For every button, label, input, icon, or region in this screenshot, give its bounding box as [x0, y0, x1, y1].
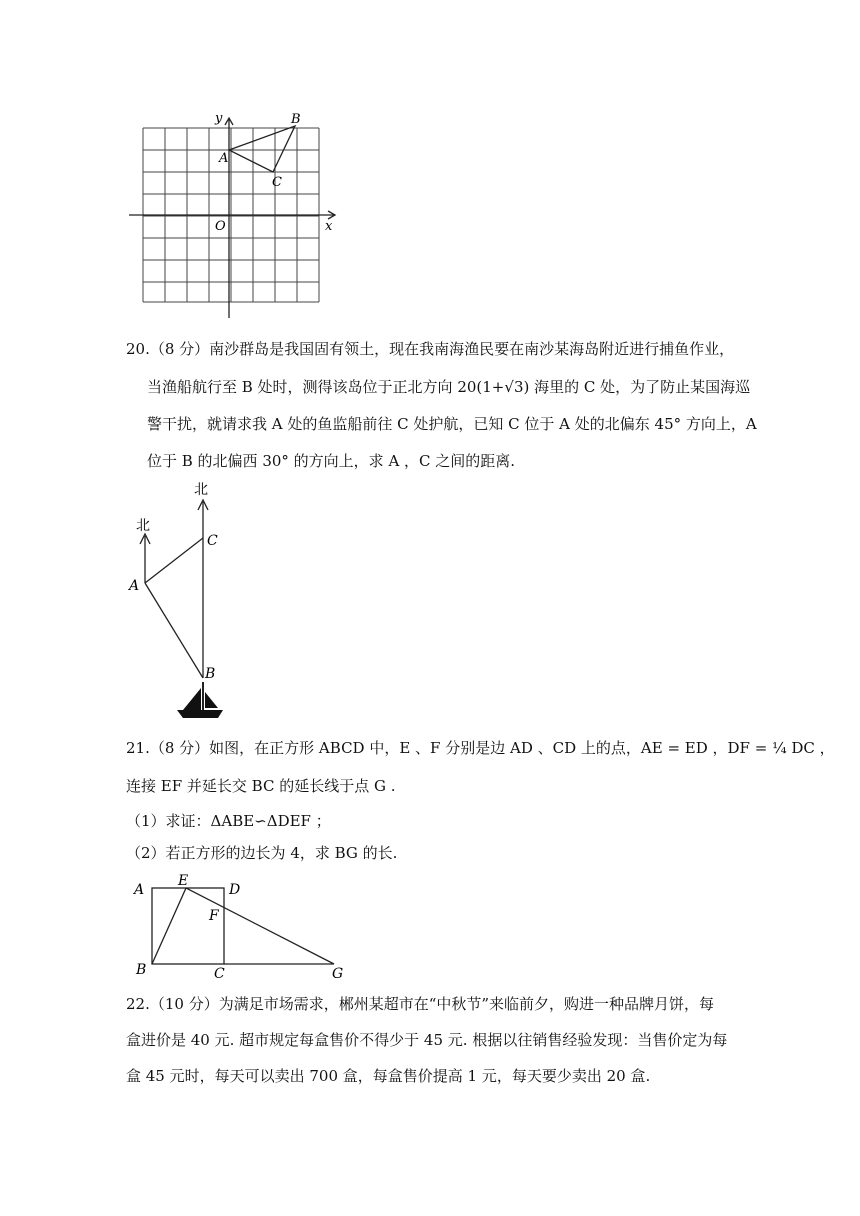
label-x: x — [325, 219, 333, 234]
point-a-label: A — [129, 578, 140, 594]
label-y: y — [215, 111, 223, 126]
label-b: B — [291, 112, 301, 127]
point-f-label: F — [209, 908, 219, 924]
coordinate-grid-figure — [125, 108, 345, 323]
q21-line-2: 连接 EF 并延长交 BC 的延长线于点 G . — [126, 777, 396, 795]
triangle-abc — [229, 126, 295, 172]
boat-icon — [177, 682, 223, 718]
square-abcd — [152, 888, 224, 964]
segment-be — [152, 888, 186, 964]
point-a-label: A — [134, 882, 145, 898]
segment-eg — [186, 888, 334, 964]
q20-line-3: 警干扰，就请求我 A 处的鱼监船前往 C 处护航，已知 C 位于 A 处的北偏东 45° 方向上，A — [147, 415, 757, 433]
point-e-label: E — [178, 873, 189, 889]
label-a: A — [219, 151, 229, 166]
point-c-label: C — [214, 966, 225, 980]
point-d-label: D — [229, 882, 241, 898]
segment-ab — [145, 583, 203, 678]
q22-line-2: 盒进价是 40 元. 超市规定每盒售价不得少于 45 元. 根据以往销售经验发现：当售价定为每 — [126, 1031, 728, 1049]
point-g-label: G — [332, 966, 344, 980]
q20-line-2: 当渔船航行至 B 处时，测得该岛位于正北方向 20(1+√3) 海里的 C 处，为了防止某国海巡 — [147, 378, 751, 396]
point-c-label: C — [207, 533, 218, 549]
point-b-label: B — [205, 666, 216, 682]
q21-line-1: 21.（8 分）如图，在正方形 ABCD 中，E 、F 分别是边 AD 、CD 上的点，AE = ED ，DF = ¼ DC ， — [126, 739, 835, 757]
q22-line-3: 盒 45 元时，每天可以卖出 700 盒，每盒售价提高 1 元，每天要少卖出 20 盒. — [126, 1067, 651, 1085]
q21-part-1: （1）求证：ΔABE∽ΔDEF ； — [126, 812, 331, 830]
segment-ac — [145, 538, 203, 583]
q20-line-4: 位于 B 的北偏西 30° 的方向上，求 A ，C 之间的距离. — [147, 452, 516, 470]
label-o: O — [215, 219, 226, 234]
north-label-a: 北 — [136, 518, 150, 534]
label-c: C — [272, 175, 282, 190]
point-b-label: B — [136, 962, 147, 978]
q22-line-1: 22.（10 分）为满足市场需求，郴州某超市在“中秋节”来临前夕，购进一种品牌月饼，每 — [126, 995, 715, 1013]
q21-part-2: （2）若正方形的边长为 4，求 BG 的长. — [126, 844, 398, 862]
q21-figure — [128, 872, 353, 980]
q20-figure — [125, 478, 240, 723]
q20-line-1: 20.（8 分）南沙群岛是我国固有领土，现在我南海渔民要在南沙某海岛附近进行捕鱼作业， — [126, 340, 735, 358]
north-label-b: 北 — [194, 482, 208, 498]
